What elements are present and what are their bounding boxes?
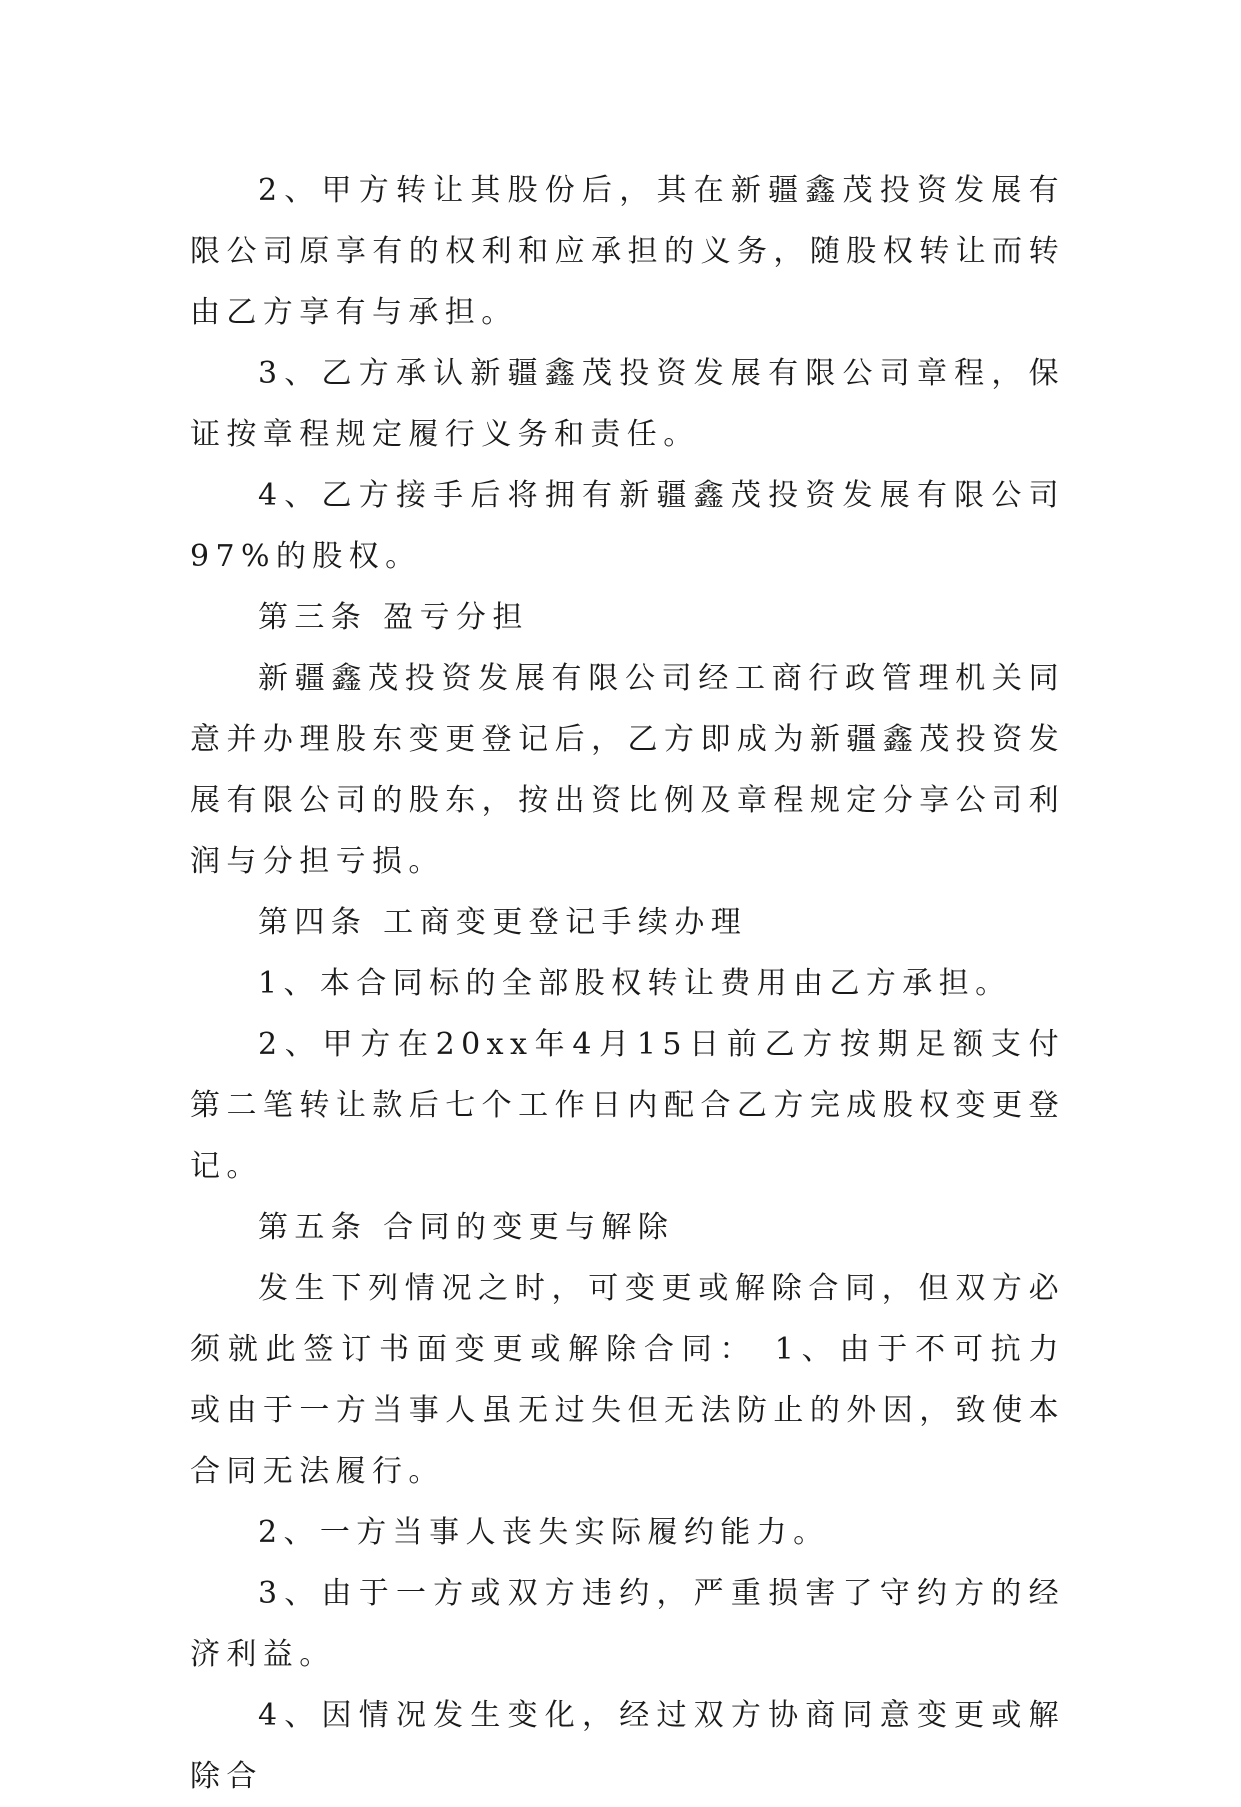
paragraph-profit-loss: 新疆鑫茂投资发展有限公司经工商行政管理机关同意并办理股东变更登记后，乙方即成为新疆鑫茂投资发展有限公司的股东，按出资比例及章程规定分享公司利润与分担亏损。 (190, 661, 1065, 879)
document-body (190, 160, 1065, 1807)
section-heading-article-5: 第五条 合同的变更与解除 (258, 1210, 675, 1245)
paragraph-registration-deadline: 2、甲方在20xx年4月15日前乙方按期足额支付第二笔转让款后七个工作日内配合乙方完成股权变更登记。 (190, 1027, 1065, 1184)
section-heading-article-3: 第三条 盈亏分担 (258, 600, 529, 635)
paragraph-equity-share: 4、乙方接手后将拥有新疆鑫茂投资发展有限公司97%的股权。 (190, 478, 1065, 574)
paragraph-breach: 3、由于一方或双方违约，严重损害了守约方的经济利益。 (190, 1576, 1065, 1672)
paragraph-acknowledge-charter: 3、乙方承认新疆鑫茂投资发展有限公司章程，保证按章程规定履行义务和责任。 (190, 356, 1065, 452)
paragraph-mutual-agreement: 4、因情况发生变化，经过双方协商同意变更或解除合 (190, 1698, 1065, 1794)
paragraph-transfer-fees: 1、本合同标的全部股权转让费用由乙方承担。 (258, 966, 1012, 1001)
section-heading-article-4: 第四条 工商变更登记手续办理 (258, 905, 748, 940)
paragraph-transfer-rights: 2、甲方转让其股份后，其在新疆鑫茂投资发展有限公司原享有的权利和应承担的义务，随股权转让而转由乙方享有与承担。 (190, 173, 1065, 330)
paragraph-change-conditions: 发生下列情况之时，可变更或解除合同，但双方必须就此签订书面变更或解除合同： 1、由于不可抗力或由于一方当事人虽无过失但无法防止的外因，致使本合同无法履行。 (190, 1271, 1065, 1489)
paragraph-capacity-loss: 2、一方当事人丧失实际履约能力。 (258, 1515, 830, 1550)
